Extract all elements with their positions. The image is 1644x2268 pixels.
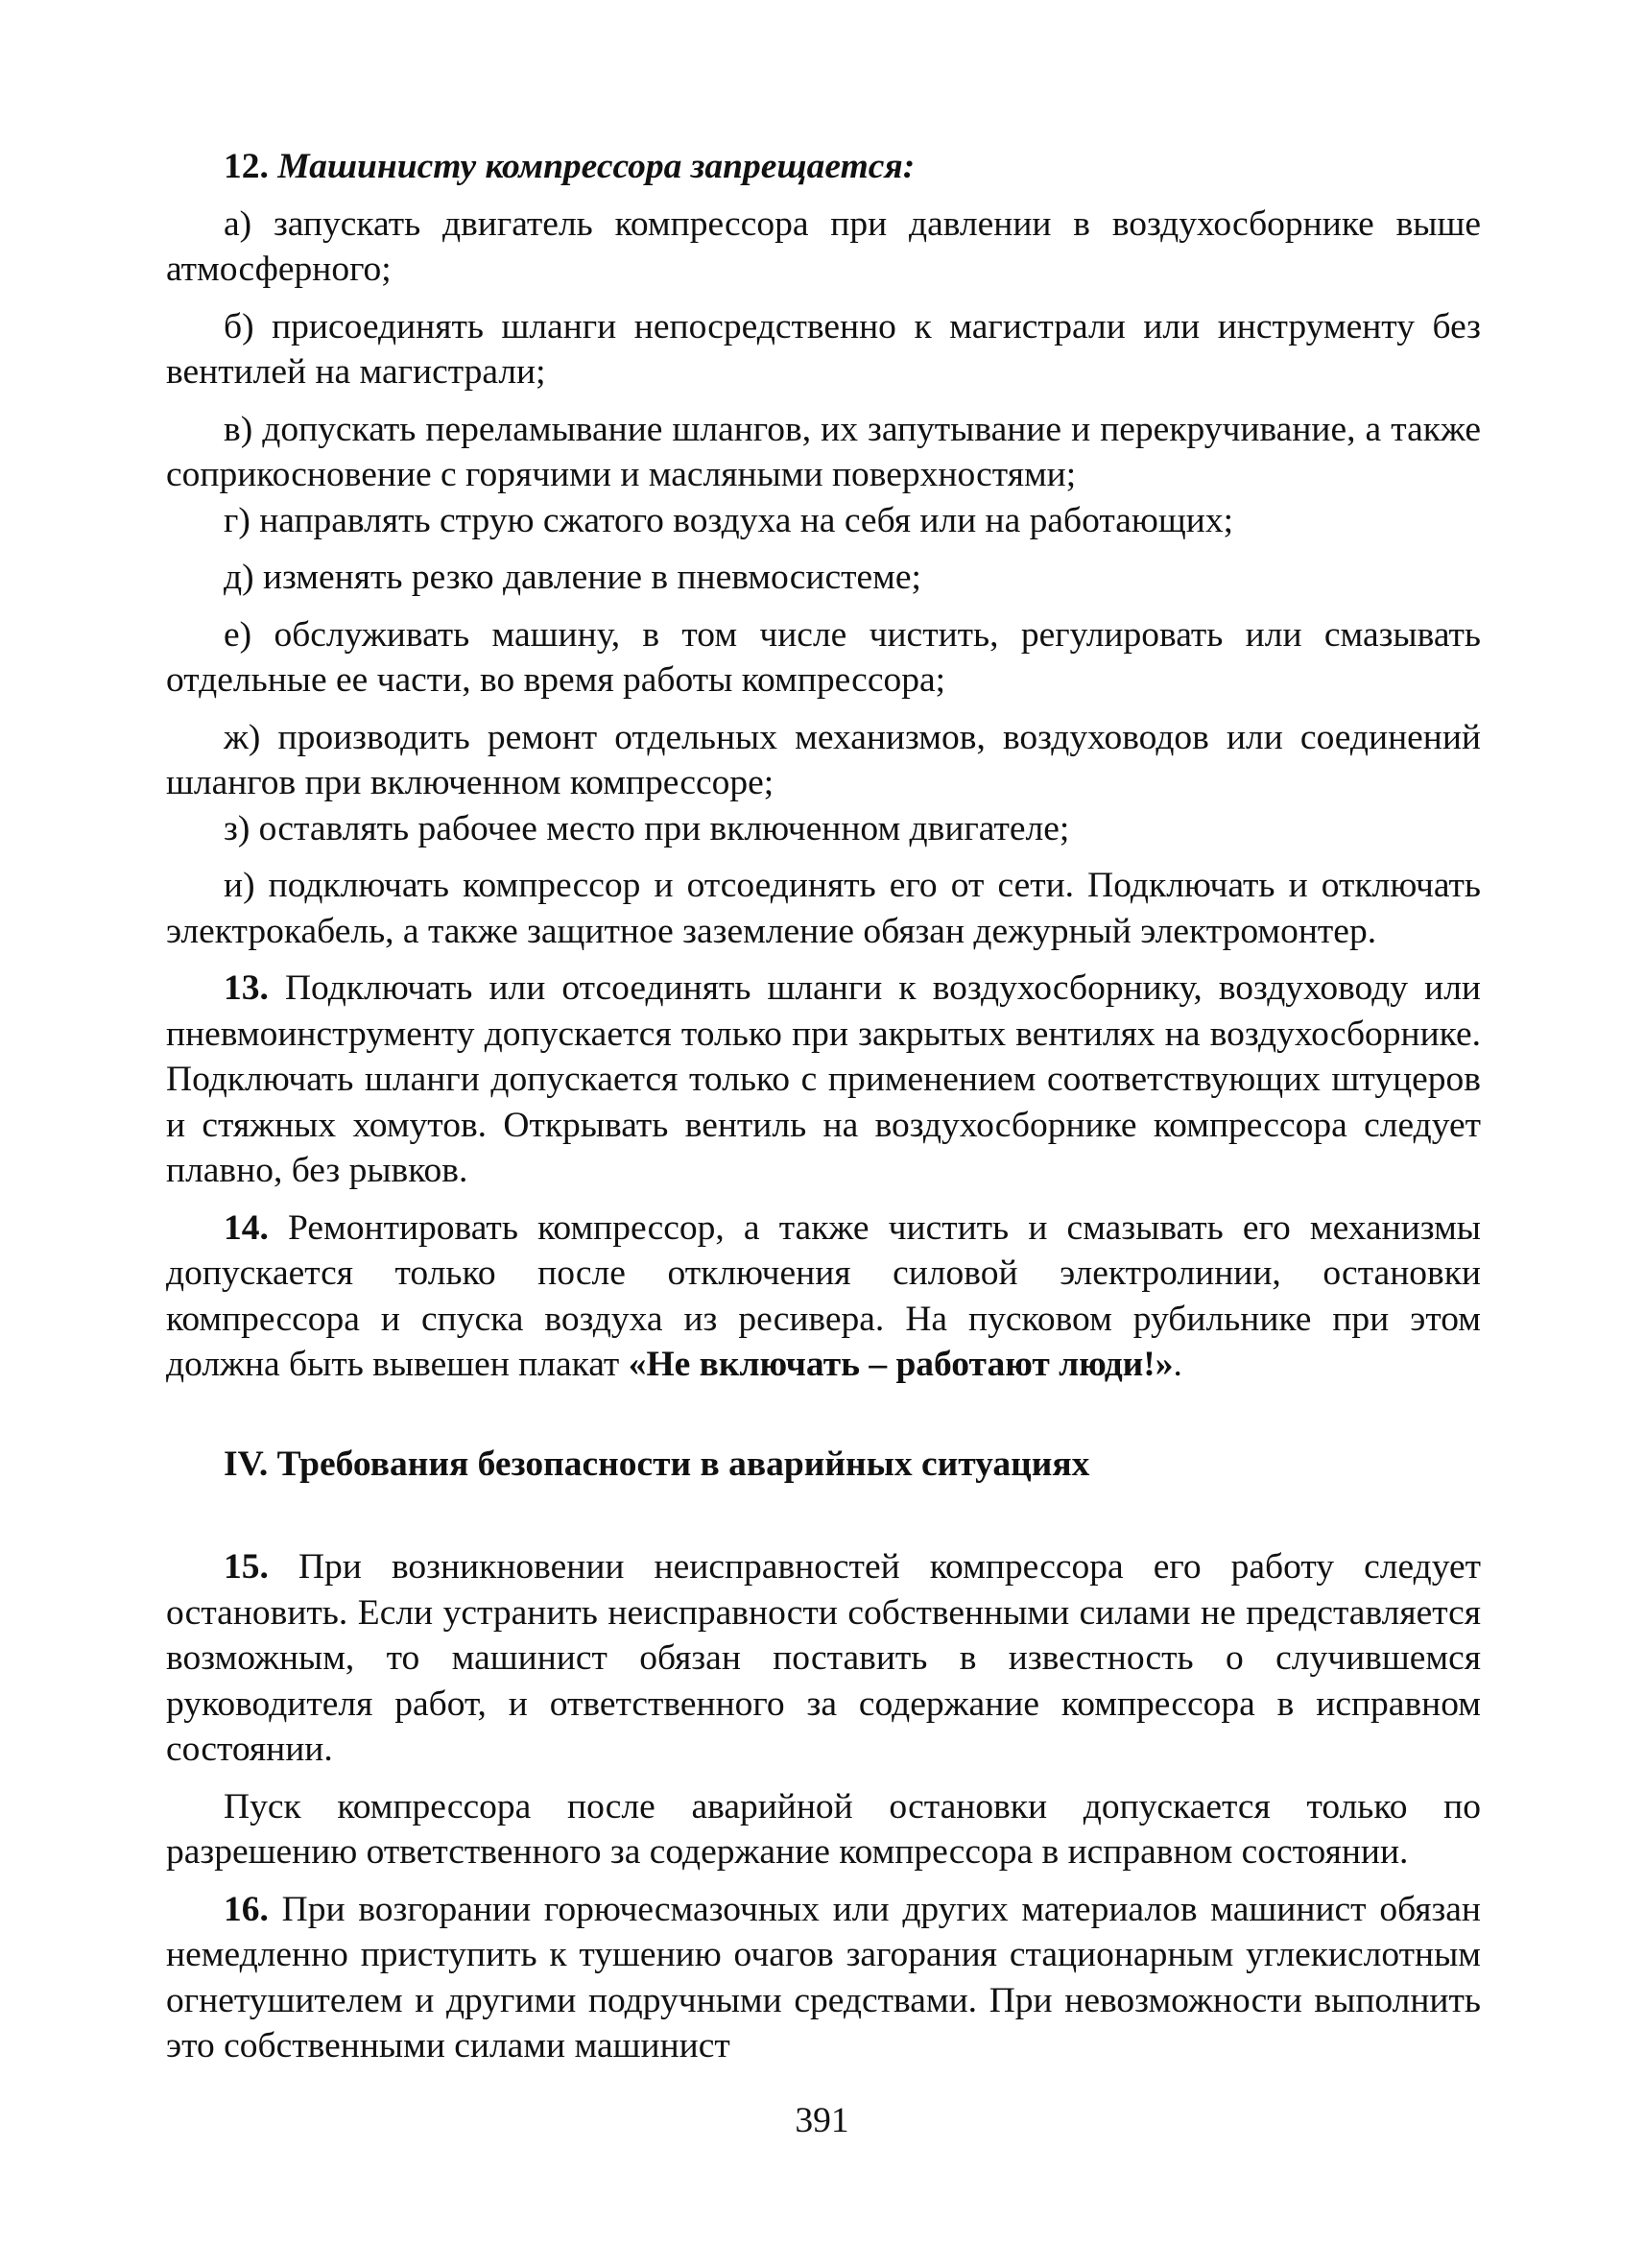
item-12-subitem-d: д) изменять резко давление в пневмосистеме; <box>224 558 921 597</box>
item-14-number: 14. <box>224 1207 269 1248</box>
item-12-subitem-a: а) запускать двигатель компрессора при давлении в воздухосборнике выше атмосферного; <box>166 203 1481 289</box>
item-15-number: 15. <box>224 1547 269 1587</box>
section-4-title: IV. Требования безопасности в аварийных ситуациях <box>224 1444 1090 1484</box>
item-15-paragraph <box>166 1544 1481 1773</box>
item-12-title: Машинисту компрессора запрещается: <box>277 147 916 186</box>
item-12-subitem-i: и) подключать компрессор и отсоединять его от сети. Подключать и отключать электрокабель, а также защитное заземление обязан дежурный электромонтер. <box>166 866 1481 951</box>
item-15-text: При возникновении неисправностей компрессора его работу следует остановить. Если устранить неисправности собственными силами не представляется возможным, то машинист обязан поставить в известность о случившемся руководителя работ, и ответственного за содержание компрессора в исправном состоянии. <box>166 1547 1481 1769</box>
item-14-paragraph <box>166 1206 1481 1388</box>
item-12-subitem-b: б) присоединять шланги непосредственно к магистрали или инструменту без вентилей на магистрали; <box>166 306 1481 392</box>
warning-sign-text: «Не включать – работают люди!» <box>628 1345 1174 1384</box>
item-13-paragraph <box>166 966 1481 1194</box>
item-12-subitem-zh: ж) производить ремонт отдельных механизмов, воздуховодов или соединений шлангов при включенном компрессоре; <box>166 717 1481 802</box>
page-body <box>166 144 1481 2069</box>
item-12-subitem-v: в) допускать переламывание шлангов, их запутывание и перекручивание, а также соприкосновение с горячими и масляными поверхностями; <box>166 409 1481 494</box>
item-16-paragraph <box>166 1887 1481 2069</box>
item-13-text: Подключать или отсоединять шланги к воздухосборнику, воздуховоду или пневмоинструменту допускается только при закрытых вентилях на воздухосборнике. Подключать шланги допускается только с применением соответствующих штуцеров и стяжных хомутов. Открывать вентиль на воздухосборнике компрессора следует плавно, без рывков. <box>166 968 1481 1190</box>
item-12-subitem-g: г) направлять струю сжатого воздуха на себя или на работающих; <box>224 500 1233 540</box>
item-12-subitem-e: е) обслуживать машину, в том числе чистить, регулировать или смазывать отдельные ее части, во время работы компрессора; <box>166 614 1481 700</box>
item-12-number: 12. <box>224 147 269 186</box>
item-14-end: . <box>1173 1345 1182 1384</box>
item-12-heading <box>166 144 1481 190</box>
page-number: 391 <box>795 2101 849 2140</box>
item-13-number: 13. <box>224 968 269 1008</box>
item-16-number: 16. <box>224 1889 269 1929</box>
item-16-text: При возгорании горючесмазочных или других материалов машинист обязан немедленно приступить к тушению очагов загорания стационарным углекислотным огнетушителем и другими подручными средствами. При невозможности выполнить это собственными силами машинист <box>166 1889 1481 2065</box>
item-15-paragraph-2: Пуск компрессора после аварийной остановки допускается только по разрешению ответственного за содержание компрессора в исправном состоянии. <box>166 1786 1481 1872</box>
item-14-text: Ремонтировать компрессор, а также чистить и смазывать его механизмы допускается только после отключения силовой электролинии, остановки компрессора и спуска воздуха из ресивера. На пусковом рубильнике при этом должна быть вывешен плакат <box>166 1207 1481 1384</box>
item-12-subitem-z: з) оставлять рабочее место при включенном двигателе; <box>224 808 1070 848</box>
